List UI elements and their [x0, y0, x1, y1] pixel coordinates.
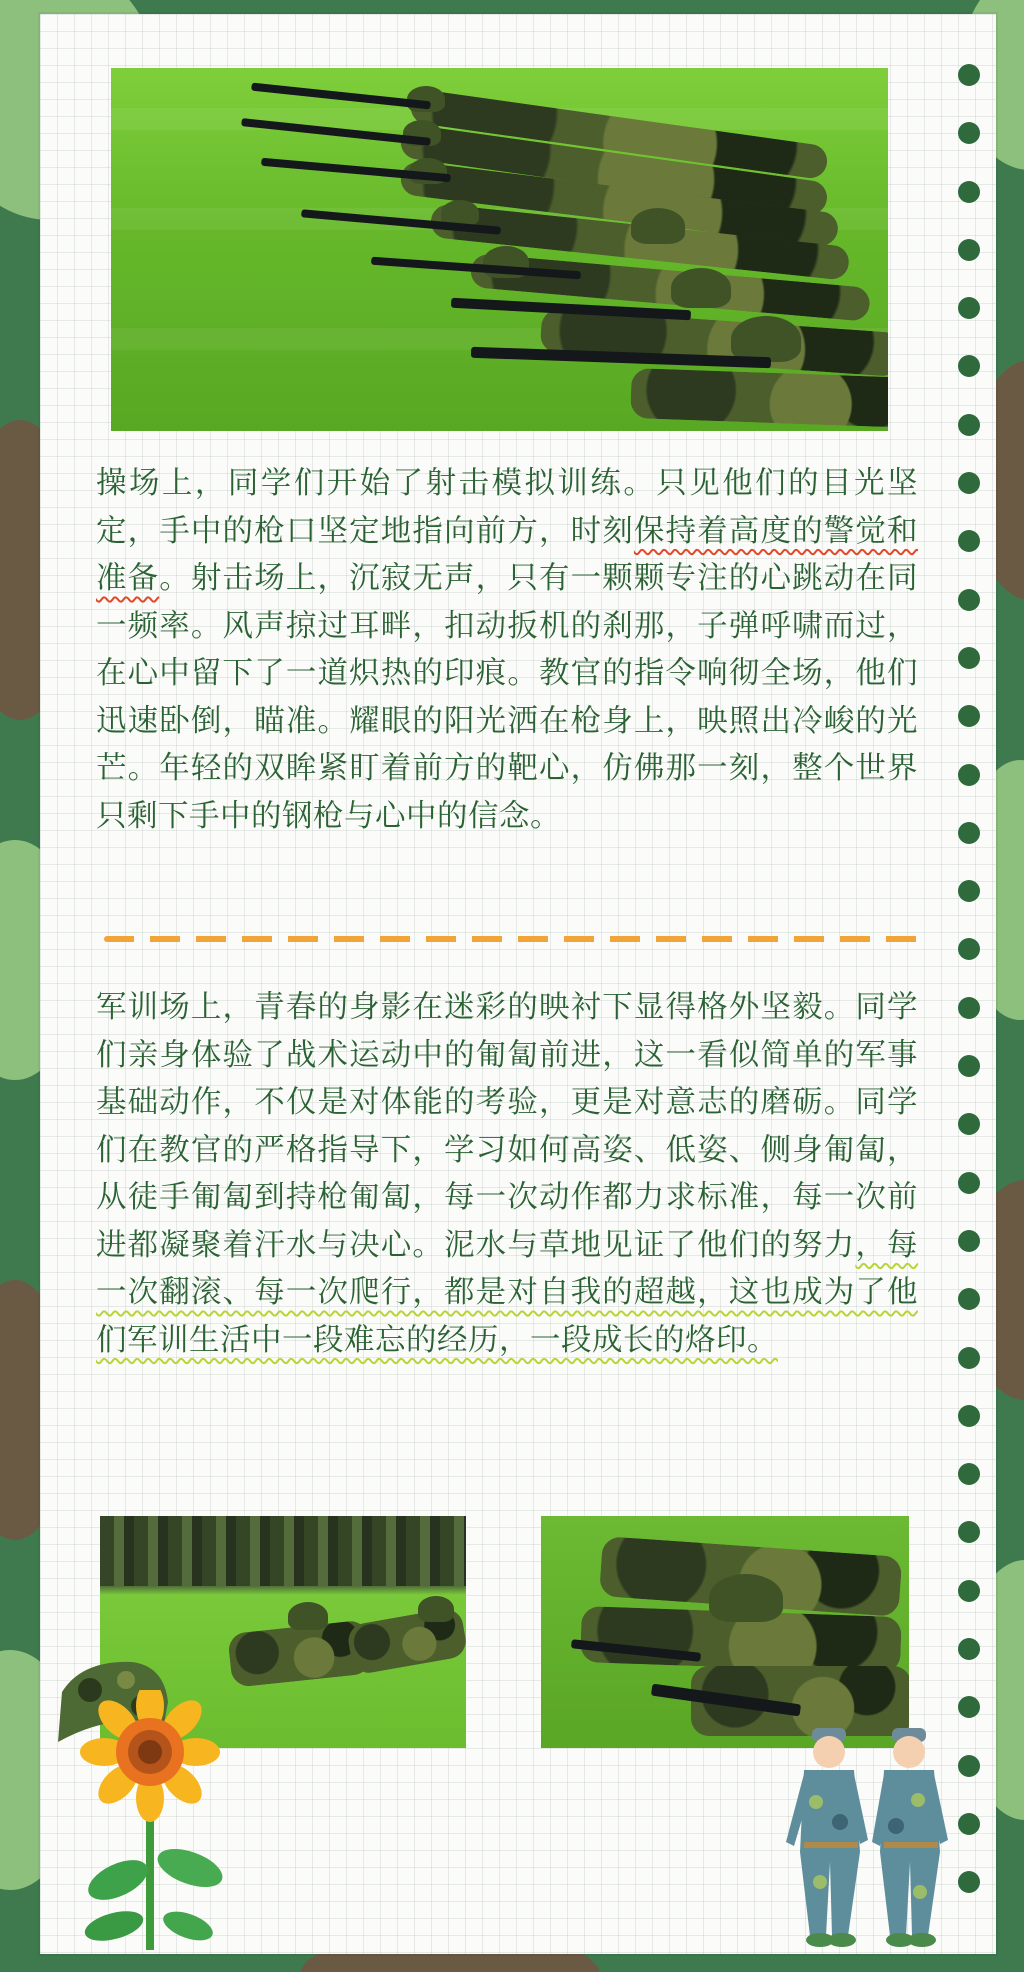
binder-hole — [958, 297, 980, 319]
paragraph-text: 军训场上，青春的身影在迷彩的映衬下显得格外坚毅。同学们亲身体验了战术运动中的匍匐前进，这一看似简单的军事基础动作，不仅是对体能的考验，更是对意志的磨砺。同学们在教官的严格指导下，学习如何高姿、低姿、侧身匍匐，从徒手匍匐到持枪匍匐，每一次动作都力求标准，每一次前进都凝聚着汗水与决心。泥水与草地见证了他们的努力 — [96, 990, 918, 1263]
binder-hole — [958, 472, 980, 494]
binder-hole — [958, 997, 980, 1019]
binder-hole — [958, 822, 980, 844]
cartoon-soldiers-icon — [776, 1722, 960, 1952]
binder-hole — [958, 239, 980, 261]
prone-rifle-training-photo — [541, 1516, 909, 1748]
highlighted-phrase: ，每一次翻滚、每一次爬行，都是对自我的超越，这也成为了他们军训生活中一段难忘的经历，一段成长的烙印。 — [96, 1227, 918, 1358]
binder-hole — [958, 1463, 980, 1485]
binder-hole — [958, 1871, 980, 1893]
binder-hole — [958, 355, 980, 377]
binder-holes — [958, 64, 978, 1930]
binder-hole — [958, 1172, 980, 1194]
binder-hole — [958, 1696, 980, 1718]
binder-hole — [958, 938, 980, 960]
binder-hole — [958, 764, 980, 786]
binder-hole — [958, 1055, 980, 1077]
binder-hole — [958, 64, 980, 86]
sunflower-icon — [62, 1690, 242, 1952]
paragraph-crawling-training — [96, 984, 918, 1364]
binder-hole — [958, 1347, 980, 1369]
binder-hole — [958, 1230, 980, 1252]
binder-hole — [958, 1521, 980, 1543]
binder-hole — [958, 589, 980, 611]
binder-hole — [958, 530, 980, 552]
paragraph-text: 操场上，同学们开始了射击模拟训练。只见他们的目光坚定，手中的枪口坚定地指向前方，时刻 — [96, 466, 918, 549]
binder-hole — [958, 1288, 980, 1310]
binder-hole — [958, 880, 980, 902]
binder-hole — [958, 705, 980, 727]
binder-hole — [958, 647, 980, 669]
binder-hole — [958, 1580, 980, 1602]
binder-hole — [958, 181, 980, 203]
binder-hole — [958, 1405, 980, 1427]
binder-hole — [958, 414, 980, 436]
binder-hole — [958, 1755, 980, 1777]
binder-hole — [958, 1813, 980, 1835]
paragraph-text: 。射击场上，沉寂无声，只有一颗颗专注的心跳动在同一频率。风声掠过耳畔，扣动扳机的刹那，子弹呼啸而过，在心中留下了一道炽热的印痕。教官的指令响彻全场，他们迅速卧倒，瞄准。耀眼的阳光洒在枪身上，映照出冷峻的光芒。年轻的双眸紧盯着前方的靶心，仿佛那一刻，整个世界只剩下手中的钢枪与心中的信念。 — [96, 561, 918, 834]
binder-hole — [958, 1113, 980, 1135]
paragraph-shooting-training — [96, 460, 918, 840]
binder-hole — [958, 122, 980, 144]
dashed-divider — [104, 936, 924, 942]
prone-shooting-training-photo — [111, 68, 888, 431]
binder-hole — [958, 1638, 980, 1660]
highlighted-phrase: 保持着高度的警觉和准备 — [96, 513, 919, 596]
